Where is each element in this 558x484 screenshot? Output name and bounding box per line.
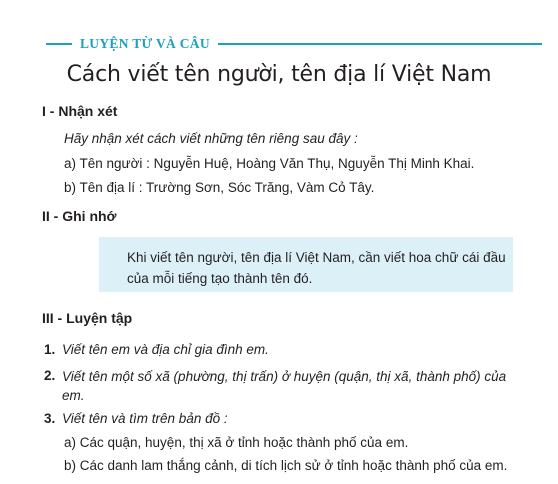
lesson-title: Cách viết tên người, tên địa lí Việt Nam (66, 62, 492, 87)
nhan-xet-item-b: b) Tên địa lí : Trường Sơn, Sóc Trăng, Vàm Cỏ Tây. (64, 180, 375, 195)
exercise-3-number: 3. (44, 411, 56, 426)
nhan-xet-item-a: a) Tên người : Nguyễn Huệ, Hoàng Văn Thụ, Nguyễn Thị Minh Khai. (64, 156, 475, 171)
heading-luyen-tap: III - Luyện tập (42, 310, 133, 326)
ghi-nho-line-2: của mỗi tiếng tạo thành tên đó. (127, 271, 313, 286)
exercise-3-text: Viết tên và tìm trên bản đồ : (62, 411, 228, 426)
section-tag-rule-right (218, 43, 542, 45)
section-tag-rule-left (46, 43, 72, 45)
heading-ghi-nho: II - Ghi nhớ (42, 208, 117, 224)
exercise-1-text: Viết tên em và địa chỉ gia đình em. (62, 342, 269, 357)
ghi-nho-note-box (99, 237, 513, 292)
section-tag (46, 34, 542, 54)
exercise-2-text: Viết tên một số xã (phường, thị trấn) ở huyện (quận, thị xã, thành phố) của em. (62, 369, 507, 403)
exercise-2-number: 2. (44, 368, 56, 383)
nhan-xet-prompt: Hãy nhận xét cách viết những tên riêng sau đây : (64, 131, 358, 146)
exercise-3-item-b: b) Các danh lam thắng cảnh, di tích lịch sử ở tỉnh hoặc thành phố của em. (64, 458, 508, 473)
exercise-1-number: 1. (44, 342, 56, 357)
section-tag-label: LUYỆN TỪ VÀ CÂU (80, 36, 210, 51)
exercise-3-item-a: a) Các quận, huyện, thị xã ở tỉnh hoặc thành phố của em. (64, 435, 409, 450)
heading-nhan-xet: I - Nhận xét (42, 103, 118, 119)
ghi-nho-line-1: Khi viết tên người, tên địa lí Việt Nam, cần viết hoa chữ cái đầu (127, 250, 506, 265)
